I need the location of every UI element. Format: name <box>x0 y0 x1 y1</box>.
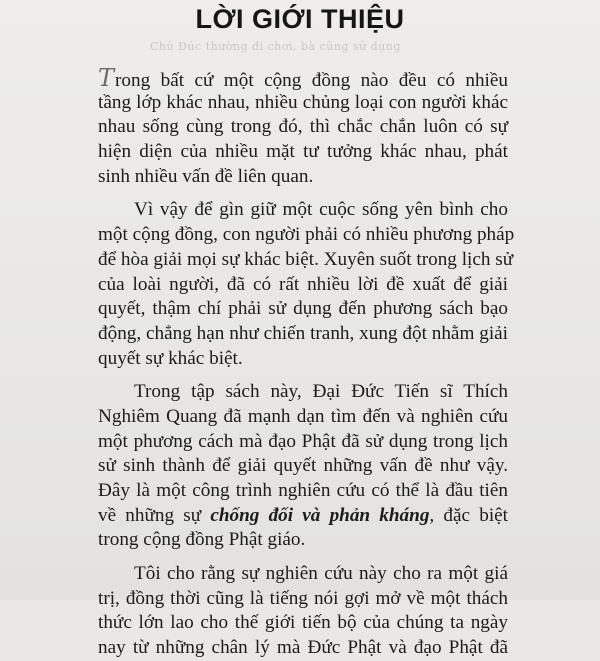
body-text <box>98 64 515 661</box>
paragraph-4-line-2: trị, đồng thời cũng là tiếng nói gợi mở về một thách <box>98 587 508 609</box>
paragraph-4-line-4: nay từ những chân lý mà Đức Phật và đạo Phật đã <box>98 637 508 659</box>
page-title: LỜI GIỚI THIỆU <box>195 4 405 34</box>
paragraph-3-line-4: sử sinh thành để giải quyết những vấn đề như vậy. <box>98 455 508 477</box>
paragraph-1-line-3: nhau sống cùng trong đó, thì chắc chắn luôn có sự <box>98 116 508 138</box>
paragraph-3-line-5: Đây là một công trình nghiên cứu có thể là đầu tiên <box>98 480 508 501</box>
paragraph-2-line-5: quyết, thậm chí phải sử dụng đến phương sách bạo <box>98 298 508 320</box>
paragraph-3-line-3: một phương cách mà đạo Phật đã sử dụng trong lịch <box>98 430 508 452</box>
paragraph-1-line-5: sinh nhiều vấn đề liên quan. <box>98 165 314 187</box>
emphasized-phrase: chống đối và phản kháng <box>210 504 430 526</box>
paragraph-1-line-1: Trong bất cứ một cộng đồng nào đều có nhiều <box>98 64 508 92</box>
paragraph-2-line-6: động, chẳng hạn như chiến tranh, xung đột nhằm giải <box>98 322 508 344</box>
paragraph-2-line-4: của loài người, đã có rất nhiều lời đề xuất để giải <box>98 273 508 295</box>
paragraph-4-line-1: Tôi cho rằng sự nghiên cứu này cho ra một giá <box>134 563 508 585</box>
paragraph-gap <box>98 189 508 198</box>
paragraph-2-line-1: Vì vậy để gìn giữ một cuộc sống yên bình cho <box>134 199 508 221</box>
paragraph-3-line-7: trong cộng đồng Phật giáo. <box>98 529 306 551</box>
paragraph-1-line-4: hiện diện của nhiều mặt tư tưởng khác nhau, phát <box>98 141 508 163</box>
paragraph-4-line-3: thức lớn lao cho thế giới tiến bộ của chúng ta ngày <box>98 612 508 634</box>
paragraph-1-line-2: tầng lớp khác nhau, nhiều chủng loại con người khác <box>98 91 508 113</box>
drop-cap: T <box>98 64 115 92</box>
paragraph-2-line-3: để hòa giải mọi sự khác biệt. Xuyên suốt trong lịch sử <box>98 248 514 270</box>
paragraph-3-line-2: Nghiêm Quang đã mạnh dạn tìm đến và nghiên cứu <box>98 405 508 427</box>
paragraph-gap <box>98 553 508 562</box>
paragraph-2-line-7: quyết sự khác biệt. <box>98 347 243 369</box>
paragraph-gap <box>98 371 508 380</box>
paragraph-3-line-6: về những sự chống đối và phản kháng, đặc biệt <box>98 504 508 526</box>
bleed-through-text: Chú Đúc thường đi chơi, bà cũng sử dụng <box>150 40 401 53</box>
paragraph-2-line-2: một cộng đồng, con người phải có nhiều phương pháp <box>98 224 515 246</box>
paragraph-3-line-1: Trong tập sách này, Đại Đức Tiến sĩ Thích <box>134 381 508 403</box>
